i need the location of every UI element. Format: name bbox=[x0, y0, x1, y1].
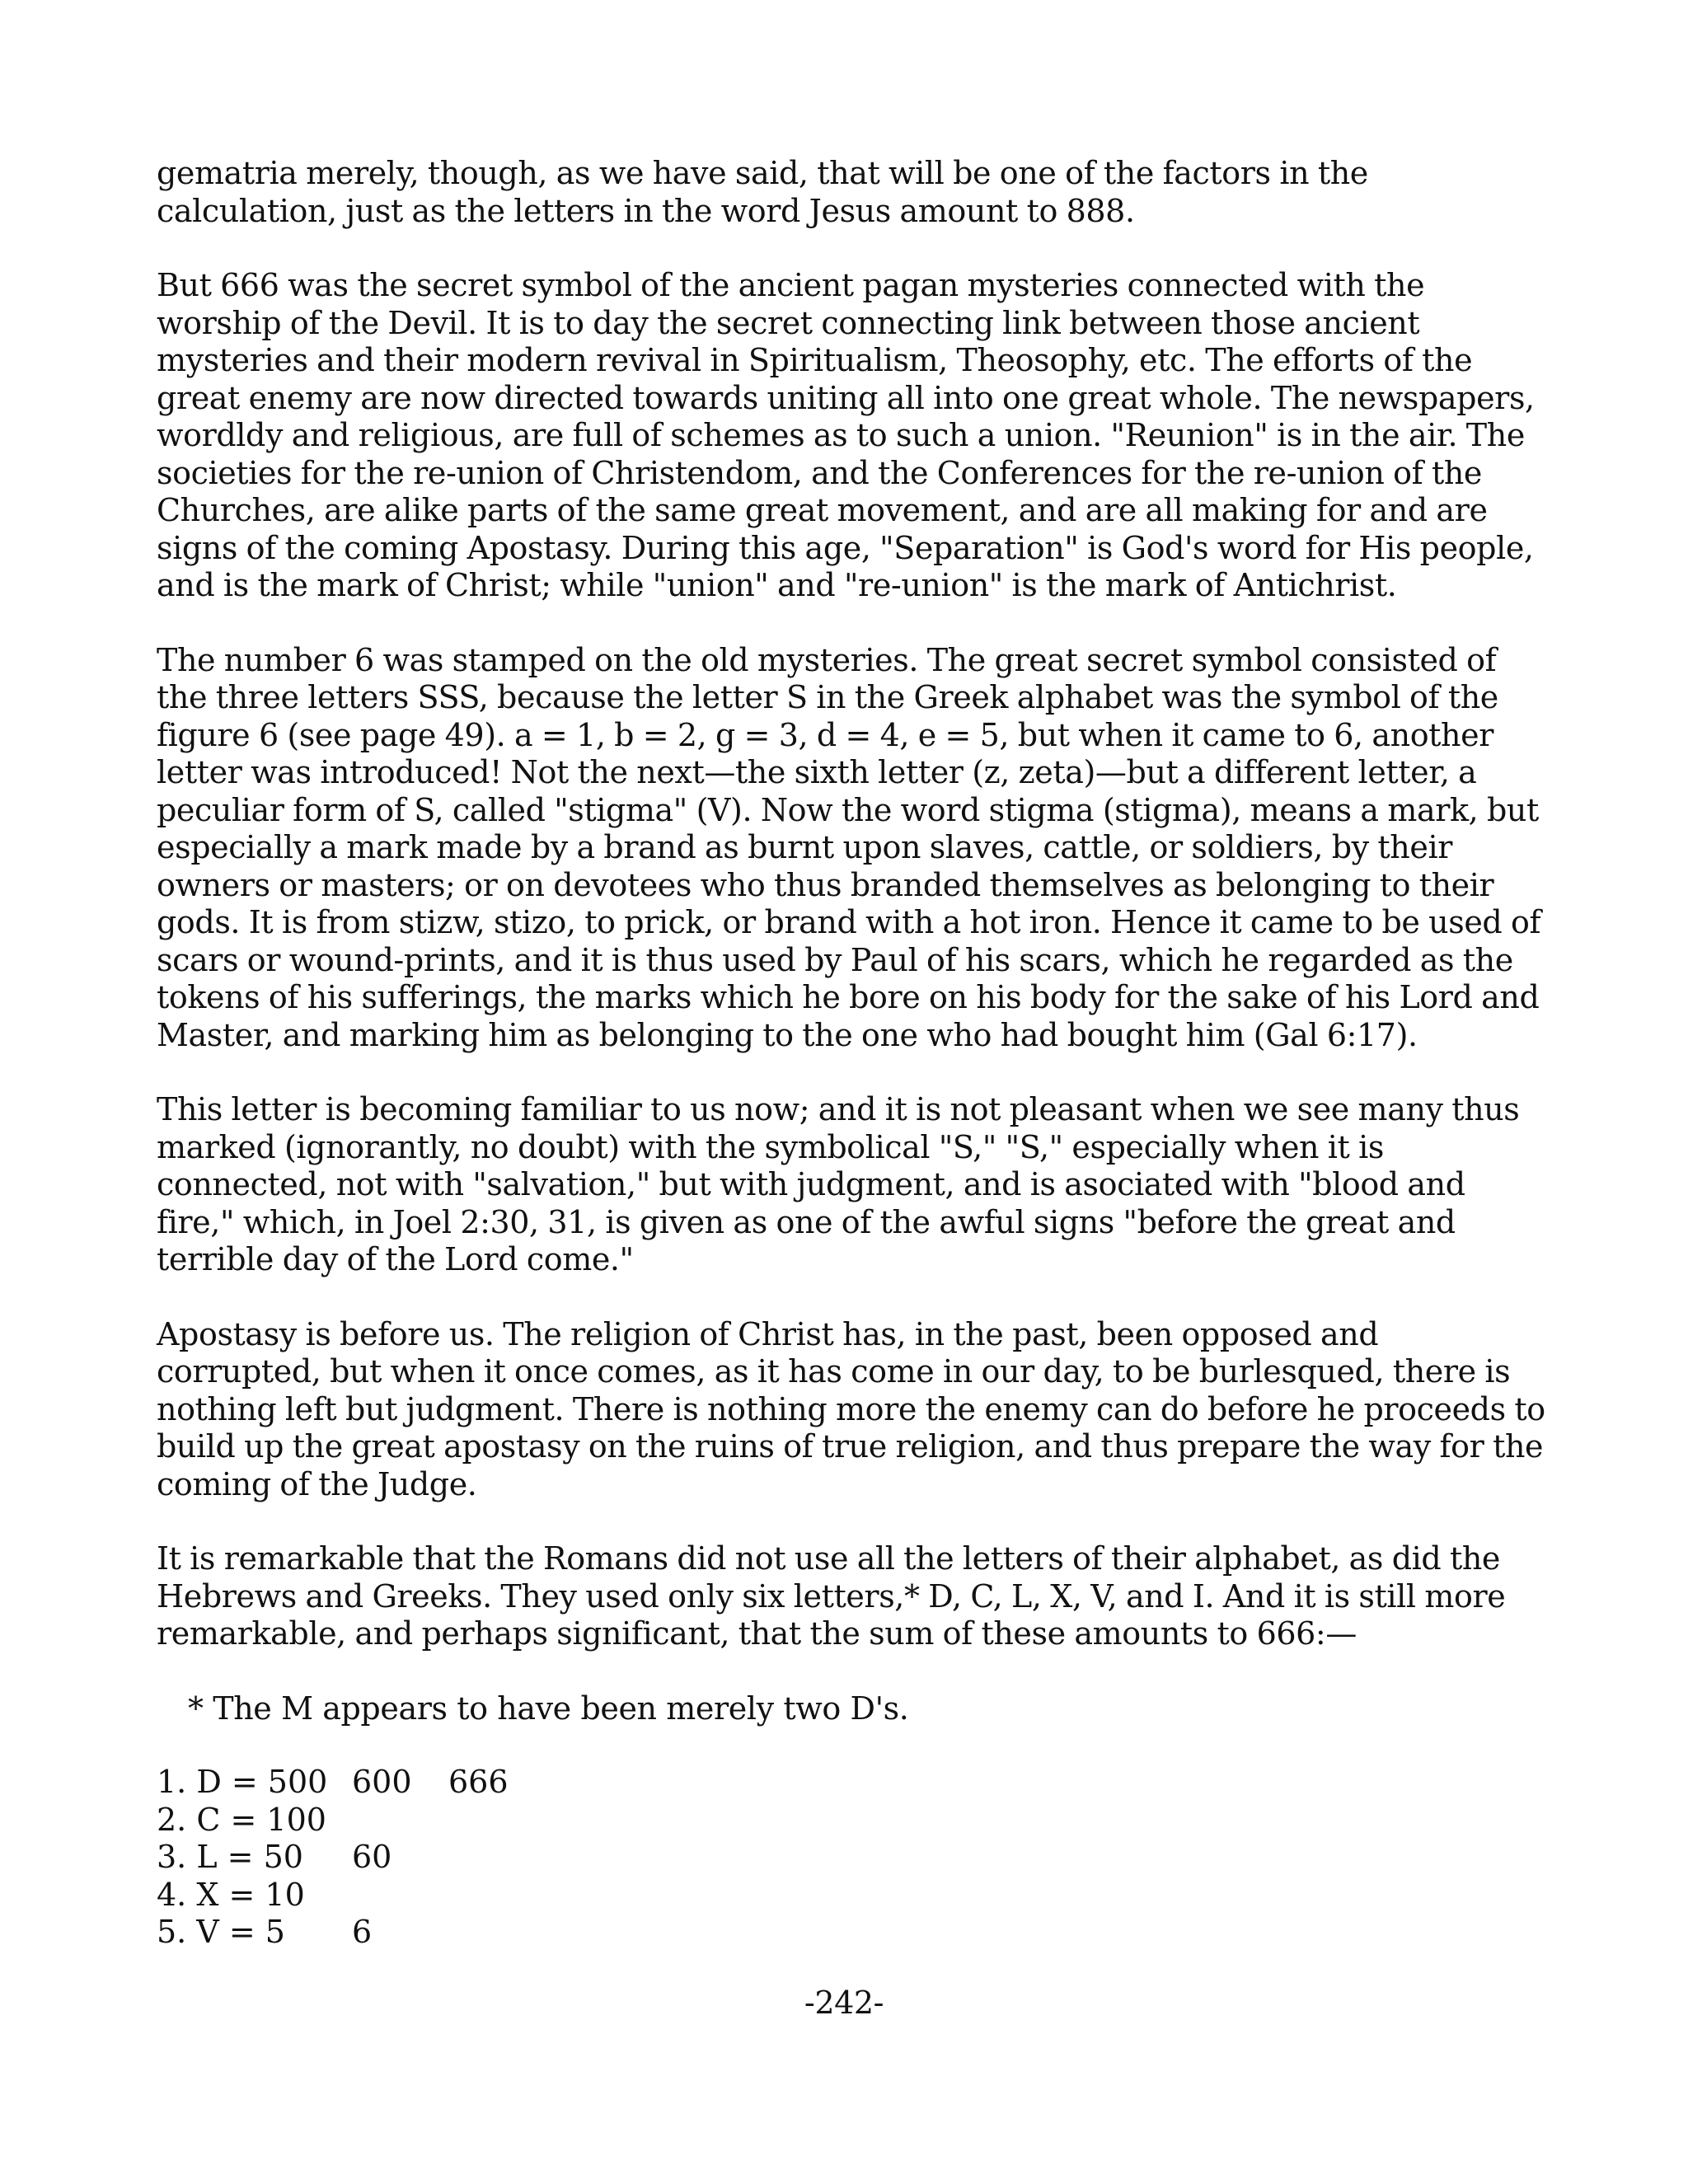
page-number: -242- bbox=[804, 1985, 884, 2021]
calculation-row bbox=[157, 1839, 1550, 1877]
calculation-row bbox=[157, 1802, 1550, 1840]
calculation-entry: 5. V = 5 bbox=[157, 1914, 285, 1950]
calculation-total: 666 bbox=[448, 1764, 509, 1800]
calculation-row bbox=[157, 1877, 1550, 1915]
calculation-entry: 2. C = 100 bbox=[157, 1801, 326, 1838]
numeral-calculation bbox=[157, 1764, 1550, 1952]
calculation-entry: 4. X = 10 bbox=[157, 1876, 305, 1913]
calculation-subtotal: 600 bbox=[352, 1764, 412, 1800]
paragraph-apostasy: Apostasy is before us. The religion of Christ has, in the past, been opposed and corrupted, but when it once comes, as it has come in our day, to be burlesqued, there is nothing left but judgment. There is nothing more the enemy can do before he proceeds to build up the great apostasy on the ruins of true religion, and thus prepare the way for the coming of the Judge. bbox=[157, 1315, 1545, 1502]
calculation-entry: 3. L = 50 bbox=[157, 1839, 303, 1875]
paragraph-number-six: The number 6 was stamped on the old mysteries. The great secret symbol consisted of the three letters SSS, because the letter S in the Greek alphabet was the symbol of the figure 6 (see page 49). a = 1, b = 2, g = 3, d = 4, e = 5, but when it came to 6, another letter was introduced! Not the next—the sixth letter (z, zeta)—but a different letter, a peculiar form of S, called "stigma" (V). Now the word stigma (stigma), means a mark, but especially a mark made by a brand as burnt upon slaves, cattle, or soldiers, by their owners or masters; or on devotees who thus branded themselves as belonging to their gods. It is from stizw, stizo, to prick, or brand with a hot iron. Hence it came to be used of scars or wound-prints, and it is thus used by Paul of his scars, which he regarded as the tokens of his sufferings, the marks which he bore on his body for the sake of his Lord and Master, and marking him as belonging to the one who had bought him (Gal 6:17). bbox=[157, 641, 1541, 1053]
calculation-entry: 1. D = 500 bbox=[157, 1764, 328, 1800]
calculation-subtotal: 60 bbox=[352, 1839, 392, 1875]
calculation-row bbox=[157, 1914, 1550, 1952]
calculation-row bbox=[157, 1764, 1550, 1802]
page-body bbox=[157, 155, 1550, 1952]
footnote: * The M appears to have been merely two D's. bbox=[188, 1690, 909, 1727]
paragraph-secret-symbol: But 666 was the secret symbol of the ancient pagan mysteries connected with the worship of the Devil. It is to day the secret connecting link between those ancient mysteries and their modern revival in Spiritualism, Theosophy, etc. The efforts of the great enemy are now directed towards uniting all into one great whole. The newspapers, wordldy and religious, are full of schemes as to such a union. "Reunion" is in the air. The societies for the re-union of Christendom, and the Conferences for the re-union of the Churches, are alike parts of the same great movement, and are all making for and are signs of the coming Apostasy. During this age, "Separation" is God's word for His people, and is the mark of Christ; while "union" and "re-union" is the mark of Antichrist. bbox=[157, 267, 1535, 603]
paragraph-letter-familiar: This letter is becoming familiar to us now; and it is not pleasant when we see many thus marked (ignorantly, no doubt) with the symbolical "S," "S," especially when it is connected, not with "salvation," but with judgment, and is asociated with "blood and fire," which, in Joel 2:30, 31, is given as one of the awful signs "before the great and terrible day of the Lord come." bbox=[157, 1091, 1520, 1277]
calculation-subtotal: 6 bbox=[352, 1914, 373, 1950]
paragraph-gematria: gematria merely, though, as we have said, that will be one of the factors in the calculation, just as the letters in the word Jesus amount to 888. bbox=[157, 155, 1368, 229]
paragraph-roman-letters: It is remarkable that the Romans did not use all the letters of their alphabet, as did the Hebrews and Greeks. They used only six letters,* D, C, L, X, V, and I. And it is still more remarkable, and perhaps significant, that the sum of these amounts to 666:— bbox=[157, 1540, 1506, 1652]
